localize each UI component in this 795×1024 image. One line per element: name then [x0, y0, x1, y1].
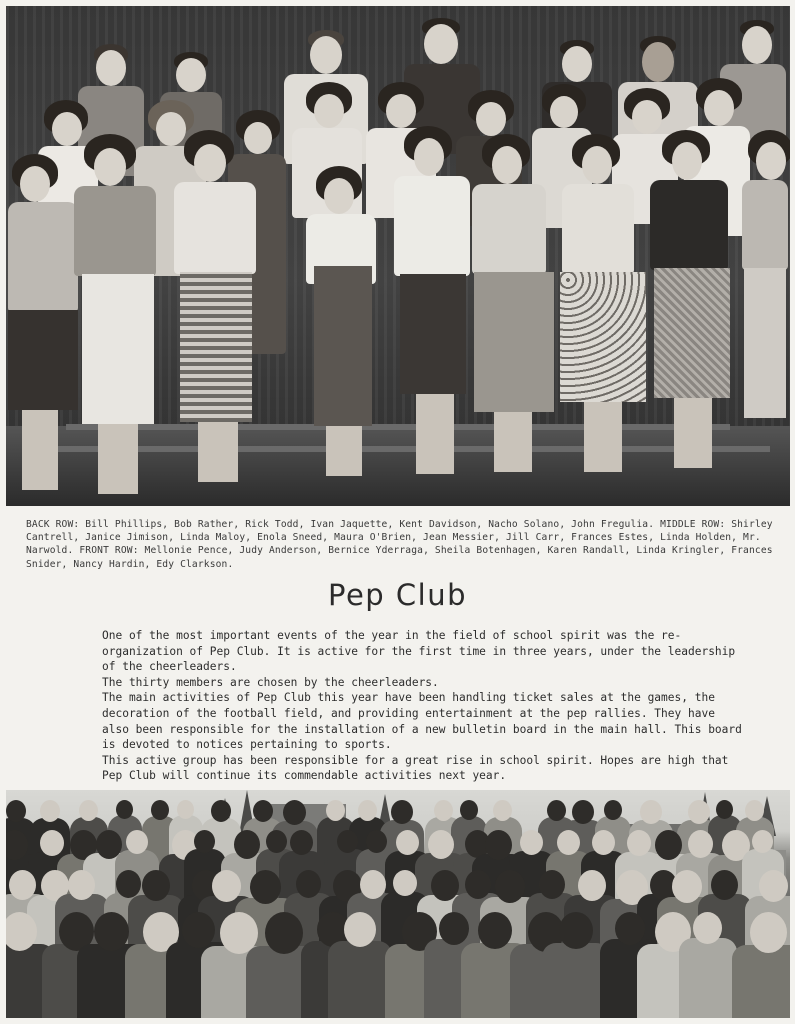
- crowd-photo: [6, 790, 790, 1018]
- stage-step: [36, 446, 770, 452]
- crowd-person-head: [572, 800, 594, 824]
- caption-back-row: BACK ROW: Bill Phillips, Bob Rather, Rick Todd, Ivan Jaquette, Kent Davidson, Nacho Solano, John Fregulia.: [26, 519, 655, 530]
- crowd-person-head: [627, 830, 651, 856]
- crowd-person-head: [9, 870, 36, 900]
- crowd-person-head: [151, 800, 169, 820]
- crowd-person: [732, 945, 791, 1018]
- crowd-person-head: [393, 870, 417, 896]
- crowd-person-head: [326, 800, 345, 821]
- crowd-person-head: [265, 912, 303, 954]
- caption-middle-row: MIDDLE ROW: Shirley Cantrell, Janice Jimison, Linda Maloy, Enola Sneed, Maura O'Brien, Jean Messier, Jill Carr, Frances Estes, Linda Holden, Mr. Narwold.: [26, 519, 773, 557]
- crowd-person-head: [428, 830, 454, 859]
- crowd-person-head: [688, 830, 713, 858]
- crowd-person-head: [495, 870, 525, 903]
- crowd-person-head: [485, 830, 512, 860]
- crowd-person-head: [116, 870, 141, 898]
- crowd-person-head: [296, 870, 321, 898]
- crowd-person-head: [672, 870, 702, 903]
- crowd-person-head: [177, 800, 194, 819]
- crowd-person-head: [358, 800, 377, 821]
- group-photo: [6, 6, 790, 506]
- crowd-person-head: [465, 870, 491, 899]
- crowd-person-head: [688, 800, 710, 824]
- crowd-person: [679, 938, 737, 1018]
- crowd-person-head: [460, 800, 478, 820]
- crowd-person-head: [592, 830, 615, 855]
- photo-caption: [26, 518, 774, 571]
- crowd-person-head: [194, 830, 215, 853]
- crowd-person-head: [266, 830, 287, 853]
- crowd-person-head: [604, 800, 622, 820]
- crowd-person-head: [79, 800, 98, 821]
- crowd-person-head: [434, 800, 453, 821]
- crowd-person-head: [337, 830, 358, 853]
- paragraph-1: One of the most important events of the year in the field of school spirit was the re-organization of Pep Club. It is active for the first time in three years, under the leadership of the cheerleaders.: [102, 629, 736, 674]
- caption-front-row: FRONT ROW: Mellonie Pence, Judy Anderson, Bernice Yderraga, Sheila Botenhagen, Karen Randall, Linda Kringler, Frances Snider, Nancy Hardin, Edy Clarkson.: [26, 545, 773, 570]
- crowd-person-head: [40, 800, 60, 822]
- crowd-person-head: [142, 870, 170, 901]
- article-body: [102, 628, 742, 784]
- crowd-person-head: [211, 800, 231, 822]
- crowd-person-head: [478, 912, 512, 949]
- crowd-person-head: [253, 800, 273, 822]
- paragraph-3: The main activities of Pep Club this year have been handling ticket sales at the games, the decoration of the football field, and providing entertainment at the pep rallies. They have also been responsible for the installation of a new bulletin board in the main hall. This board is devoted to notices pertaining to sports.: [102, 691, 742, 752]
- paragraph-4: This active group has been responsible for a great rise in school spirit. Hopes are high that Pep Club will continue its commendable activities next year.: [102, 753, 729, 783]
- crowd-person-head: [520, 830, 543, 855]
- crowd-person-head: [212, 870, 241, 902]
- crowd-person-head: [539, 870, 565, 899]
- crowd-person-head: [234, 830, 260, 859]
- crowd-person-head: [283, 800, 306, 825]
- crowd-person-head: [126, 830, 148, 854]
- crowd-person-head: [640, 800, 662, 824]
- crowd-person-head: [578, 870, 606, 901]
- crowd-person-head: [396, 830, 419, 855]
- crowd-person-head: [493, 800, 512, 821]
- crowd-person-head: [94, 912, 129, 951]
- crowd-person-head: [750, 912, 787, 953]
- crowd-person-head: [391, 800, 413, 824]
- crowd-person-head: [559, 912, 593, 949]
- crowd-person-head: [752, 830, 773, 853]
- crowd-person-head: [711, 870, 738, 900]
- crowd-person-head: [6, 800, 26, 822]
- crowd-person: [328, 941, 392, 1018]
- crowd-person-head: [290, 830, 313, 855]
- crowd-person-head: [68, 870, 95, 900]
- crowd-person-head: [360, 870, 386, 899]
- crowd-person-head: [759, 870, 788, 902]
- stage-step: [66, 424, 730, 430]
- crowd-person-head: [431, 870, 459, 901]
- crowd-person-head: [745, 800, 764, 821]
- crowd-person-head: [344, 912, 376, 947]
- crowd-person-head: [40, 830, 64, 856]
- crowd-person-head: [116, 800, 133, 819]
- crowd-person-head: [250, 870, 281, 904]
- page-title: Pep Club: [327, 578, 468, 612]
- crowd-person-head: [547, 800, 566, 821]
- crowd-person-head: [693, 912, 722, 944]
- paragraph-2: The thirty members are chosen by the cheerleaders.: [102, 675, 439, 689]
- crowd-person-head: [655, 830, 682, 860]
- crowd-person-head: [716, 800, 733, 819]
- crowd-person-head: [557, 830, 580, 855]
- crowd-person-head: [439, 912, 469, 945]
- crowd-person-head: [366, 830, 387, 853]
- crowd-person-head: [615, 912, 645, 945]
- crowd-person-head: [182, 912, 215, 948]
